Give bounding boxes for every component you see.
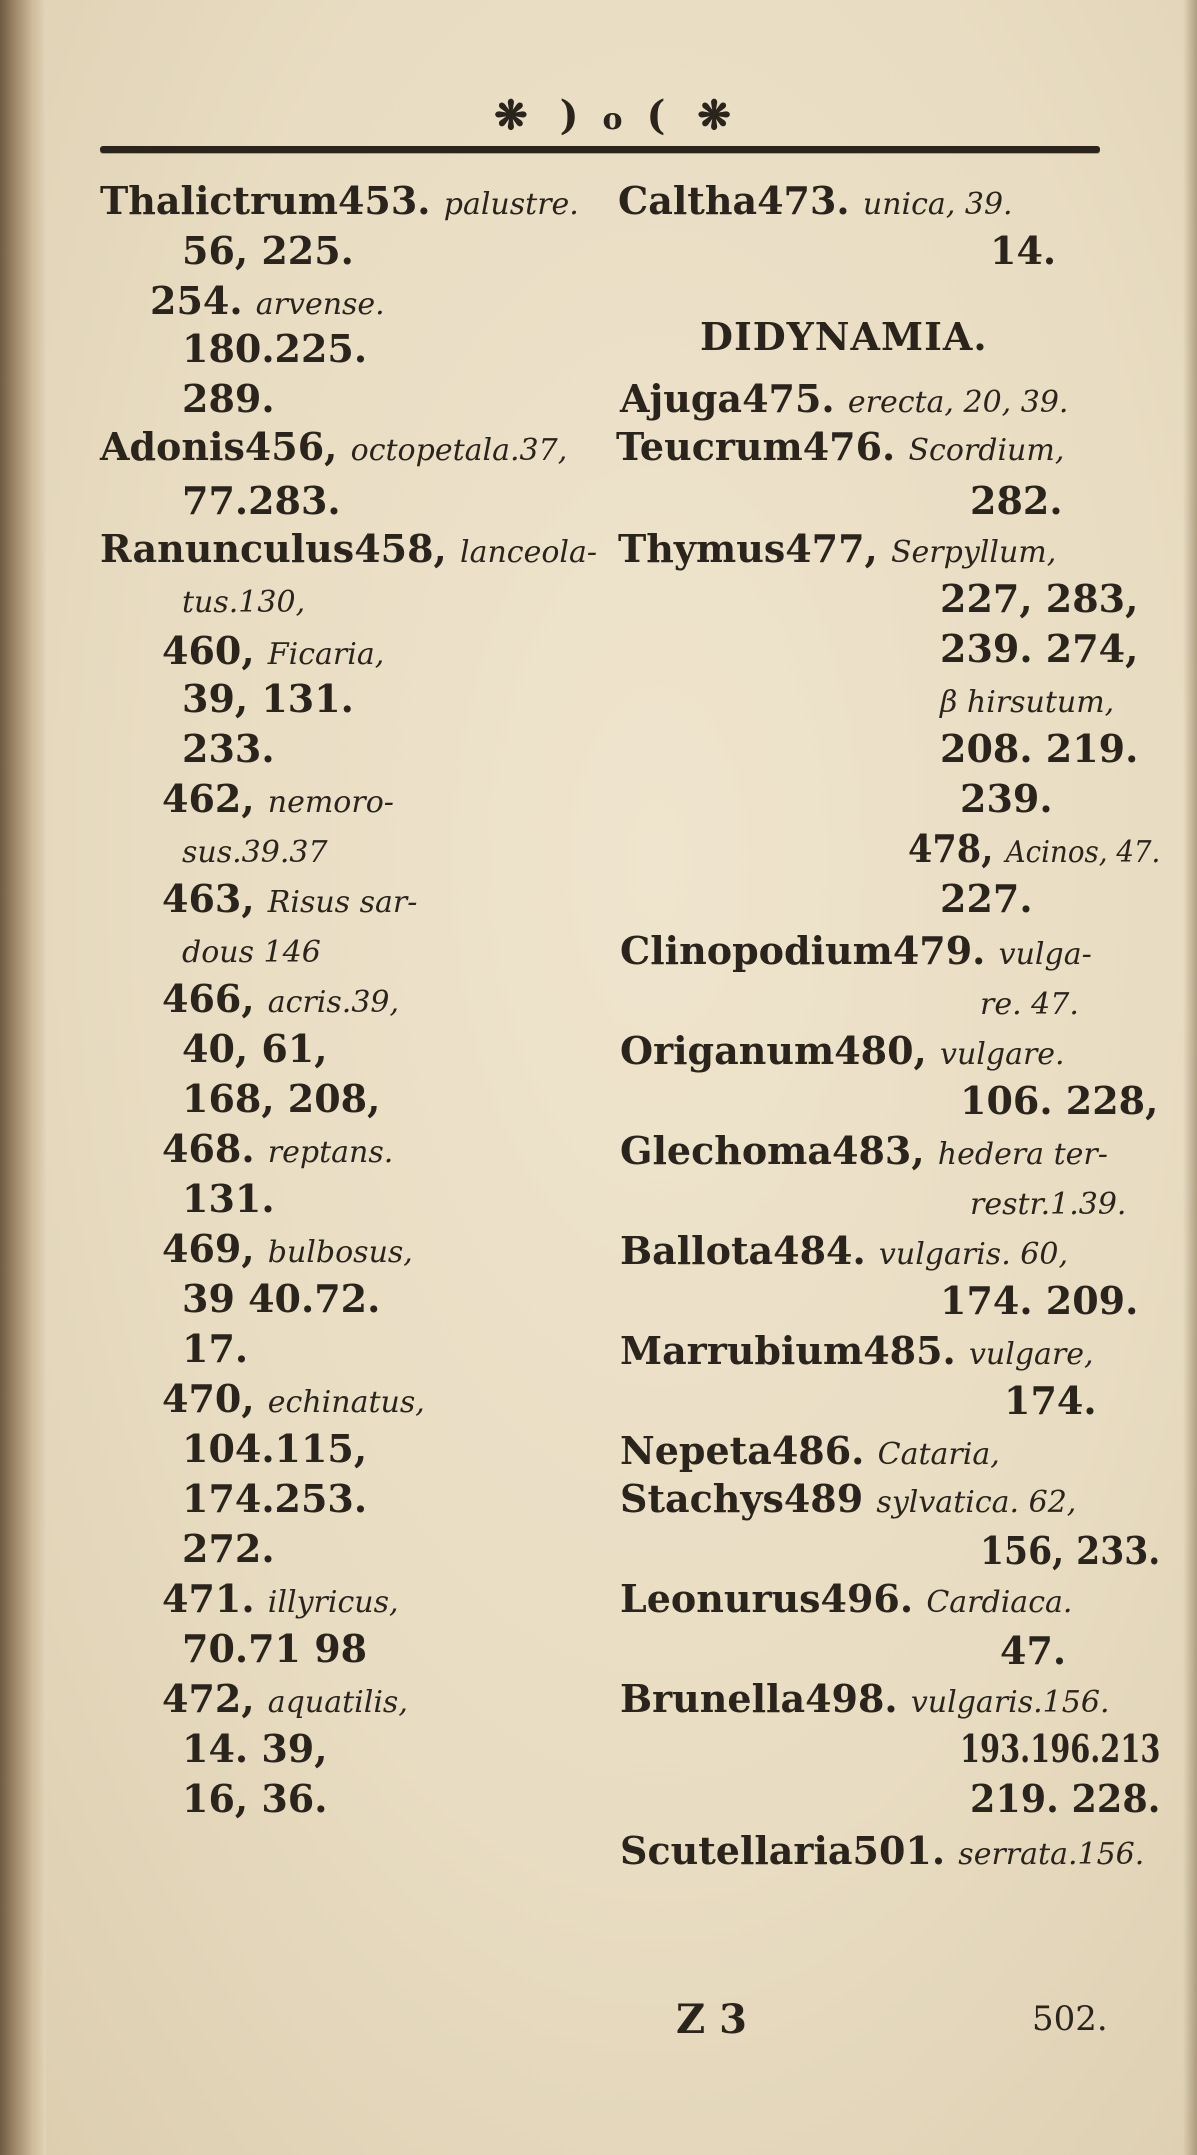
index-entry [620,1428,1000,1473]
page-references: 39, 131. [182,676,354,721]
index-entry [620,1228,1068,1273]
page-references: 106. 228, [960,1078,1159,1123]
species-epithet: palustre. [443,187,579,222]
page-header [0,92,1197,139]
left-ornament: ❋ [494,92,530,139]
genus-name: Thalictrum [100,178,338,223]
entry-number: 456, [244,424,351,469]
species-epithet: Cataria, [877,1437,1000,1472]
entry-number: 477, [785,526,891,571]
index-entry [620,1676,1110,1721]
index-entry [182,376,275,421]
species-epithet: Serpyllum, [891,535,1057,570]
species-epithet: lanceola- [459,535,598,570]
index-entry [620,1476,1077,1521]
index-entry [182,930,321,968]
genus-name: Scutellaria [620,1828,853,1873]
index-entry [182,1626,368,1671]
page-references: 77.283. [182,478,341,523]
index-entry [1004,1378,1097,1423]
species-epithet: tus.130, [182,585,306,620]
index-entry [182,1526,275,1571]
page-references: 227. [940,876,1033,921]
entry-number: 479. [892,928,999,973]
index-entry [100,178,579,223]
index-entry [940,626,1139,671]
species-epithet: restr.1.39. [970,1187,1127,1222]
species-epithet: vulgare, [968,1337,1094,1372]
index-entry [620,376,1069,421]
index-entry [940,1278,1139,1323]
species-epithet: Risus sar- [267,885,418,920]
page-references: 17. [182,1326,249,1371]
index-entry [1000,1628,1067,1673]
index-entry [162,776,394,821]
index-entry [182,478,341,523]
entry-number: 483, [832,1128,938,1173]
page-references: 168, 208, [182,1076,381,1121]
index-entry [100,526,598,571]
species-epithet: arvense. [255,287,385,322]
entry-number: 468. [162,1126,268,1171]
index-entry [162,628,385,673]
page-references: 272. [182,1526,275,1571]
entry-number: 453. [337,178,444,223]
page-edge-shadow [1183,0,1197,2155]
page-references: 56, 225. [182,228,354,273]
entry-number: 472, [162,1676,268,1721]
species-epithet: acris.39, [267,985,400,1020]
page-references: 289. [182,376,275,421]
genus-name: Ranunculus [100,526,355,571]
index-entry [162,876,418,921]
species-epithet: sus.39.37 [182,835,328,870]
index-entry [960,776,1053,821]
index-entry [970,1776,1161,1821]
species-epithet: vulgaris. 60, [878,1237,1068,1272]
species-epithet: echinatus, [267,1385,425,1420]
species-epithet: Scordium, [908,433,1065,468]
index-entry [620,1576,1073,1621]
species-epithet: vulgaris.156. [910,1685,1110,1720]
genus-name: Nepeta [620,1428,772,1473]
species-epithet: nemoro- [267,785,394,820]
index-entry [182,1426,368,1471]
entry-number: 466, [162,976,268,1021]
entry-number: 489 [783,1476,877,1521]
page-references: 227, 283, [940,576,1139,621]
entry-number: 498. [805,1676,911,1721]
page-references: 40, 61, [182,1026,328,1071]
species-epithet: bulbosus, [267,1235,413,1270]
entry-number: 501. [852,1828,959,1873]
genus-name: Thymus [618,526,786,571]
index-entry [100,424,568,469]
index-entry [980,982,1079,1020]
page-references: 14. 39, [182,1726,328,1771]
index-entry [960,1078,1159,1123]
species-epithet: vulgare. [940,1037,1065,1072]
index-entry [700,314,988,359]
page-references: 174. 209. [940,1278,1139,1323]
page-references: 156, 233. [980,1528,1161,1573]
genus-name: Clinopodium [620,928,893,973]
index-entry [182,1776,328,1821]
species-epithet: Ficaria, [267,637,385,672]
index-entry [990,228,1057,273]
index-entry [616,424,1065,469]
index-entry [150,278,385,323]
index-entry [980,1528,1161,1573]
page-references: 282. [970,478,1063,523]
entry-number: 473. [757,178,863,223]
page-references: 239. 274, [940,626,1139,671]
index-entry [182,1026,328,1071]
index-entry [960,1726,1161,1771]
header-paren-close: ) [559,92,581,139]
genus-name: Adonis [100,424,245,469]
genus-name: Brunella [620,1676,806,1721]
entry-number: 480, [834,1028,940,1073]
entry-number: 469, [162,1226,268,1271]
index-entry [162,976,400,1021]
page-references: 208. 219. [940,726,1139,771]
entry-number: 254. [150,278,256,323]
index-entry [182,676,354,721]
index-entry [940,726,1139,771]
index-entry [620,1128,1108,1173]
species-epithet: Cardiaca. [926,1585,1073,1620]
genus-name: Ajuga [620,376,743,421]
index-entry [162,1126,394,1171]
index-entry [182,726,275,771]
species-epithet: serrata.156. [958,1837,1145,1872]
species-epithet: sylvatica. 62, [876,1485,1077,1520]
page-references: 174.253. [182,1476,368,1521]
right-ornament: ❋ [697,92,733,139]
catchword: 502. [1032,1999,1108,2039]
entry-number: 470, [162,1376,268,1421]
index-entry [162,1676,408,1721]
index-entry [182,1476,368,1521]
index-entry [940,680,1114,718]
entry-number: 458, [354,526,460,571]
index-entry [182,1276,381,1321]
index-entry [182,830,328,868]
species-epithet: vulga- [998,937,1092,972]
index-entry [182,1726,328,1771]
index-entry [182,1176,275,1221]
entry-number: 460, [162,628,268,673]
genus-name: Teucrum [616,424,803,469]
species-epithet: β hirsutum, [940,685,1115,720]
index-entry [940,576,1139,621]
entry-number: 471. [162,1576,268,1621]
entry-number: 475. [742,376,848,421]
page-references: 180.225. [182,326,368,371]
index-entry [182,1076,381,1121]
folio-number: o [602,102,625,137]
index-entry [162,1226,413,1271]
page-references: 14. [990,228,1057,273]
entry-number: 496. [820,1576,927,1621]
species-epithet: illyricus, [267,1585,399,1620]
entry-number: 478, [908,826,1006,871]
genus-name: Marrubium [620,1328,864,1373]
page-references: 239. [960,776,1053,821]
page-references: 131. [182,1176,275,1221]
page-references: 70.71 98 [182,1626,368,1671]
genus-name: Leonurus [620,1576,821,1621]
entry-number: 485. [863,1328,969,1373]
signature-mark: Z 3 [676,1996,747,2043]
page-references: 16, 36. [182,1776,328,1821]
genus-name: Glechoma [620,1128,833,1173]
section-heading: DIDYNAMIA. [700,314,988,359]
species-epithet: octopetala.37, [350,433,568,468]
index-entry [618,526,1057,571]
page-references: 193.196.213 [960,1726,1161,1771]
entry-number: 484. [773,1228,879,1273]
index-entry [162,1376,425,1421]
entry-number: 463, [162,876,268,921]
index-entry [182,1326,249,1371]
index-entry [940,876,1033,921]
page-references: 233. [182,726,275,771]
binding-gutter [0,0,46,2155]
species-epithet: aquatilis, [267,1685,408,1720]
index-entry [970,478,1063,523]
genus-name: Stachys [620,1476,784,1521]
species-epithet: erecta, 20, 39. [847,385,1069,420]
species-epithet: re. 47. [980,987,1079,1022]
header-paren-open: ( [646,92,668,139]
page-references: 219. 228. [970,1776,1161,1821]
species-epithet: unica, 39. [862,187,1013,222]
index-entry [620,928,1092,973]
index-entry [182,326,368,371]
page-references: 39 40.72. [182,1276,381,1321]
index-entry [970,1182,1126,1220]
index-entry [620,1828,1145,1873]
page-references: 47. [1000,1628,1067,1673]
index-entry [908,826,1161,871]
genus-name: Caltha [618,178,758,223]
entry-number: 486. [771,1428,878,1473]
index-entry [182,228,354,273]
genus-name: Ballota [620,1228,774,1273]
genus-name: Origanum [620,1028,835,1073]
index-entry [162,1576,399,1621]
index-entry [182,580,305,618]
species-epithet: reptans. [267,1135,394,1170]
page-references: 104.115, [182,1426,368,1471]
index-entry [620,1028,1065,1073]
index-entry [618,178,1013,223]
entry-number: 476. [802,424,909,469]
index-entry [620,1328,1094,1373]
species-epithet: hedera ter- [937,1137,1108,1172]
header-rule [100,146,1100,153]
entry-number: 462, [162,776,268,821]
page-references: 174. [1004,1378,1097,1423]
species-epithet: dous 146 [182,935,321,970]
species-epithet: Acinos, 47. [1005,835,1161,870]
